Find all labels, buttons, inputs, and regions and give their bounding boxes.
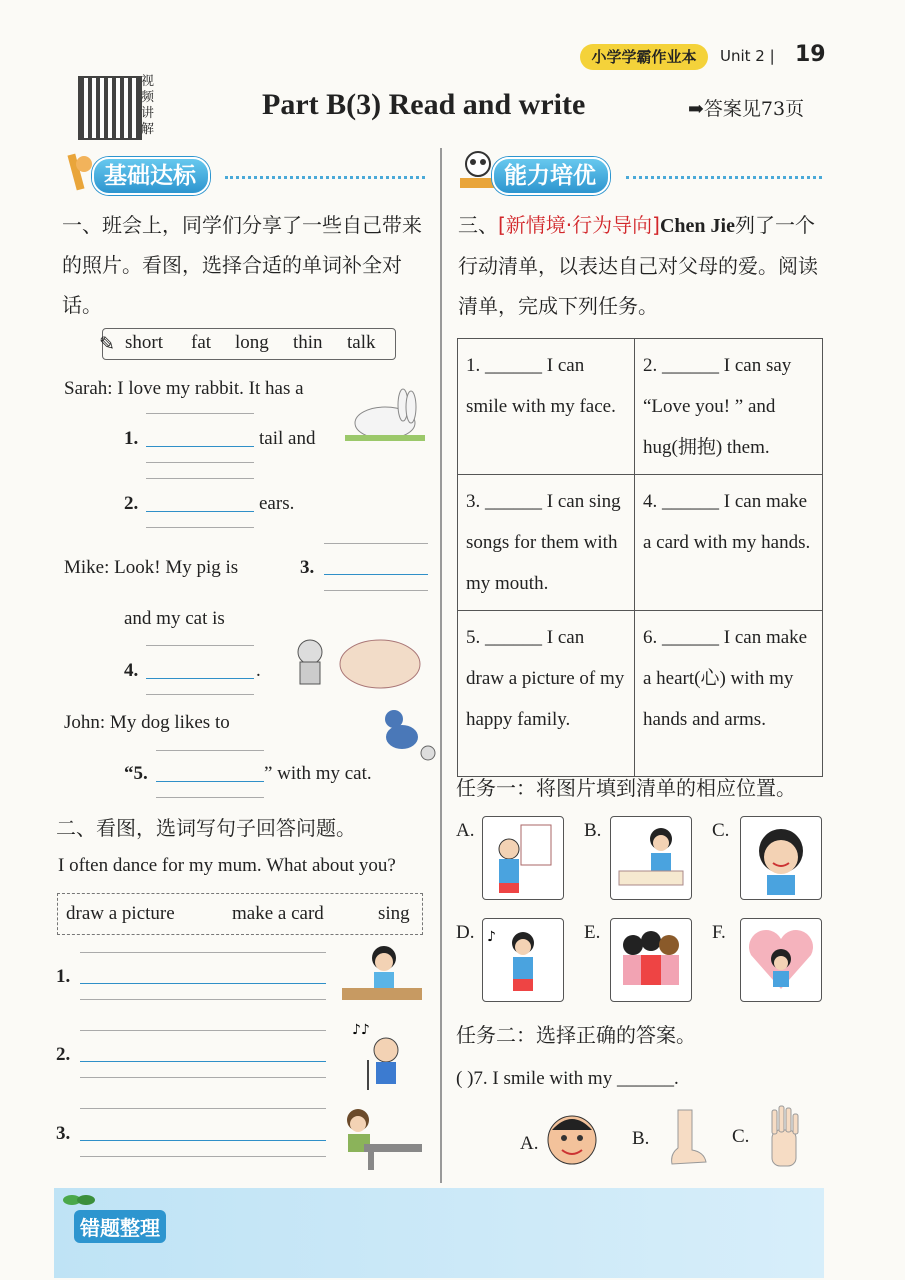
boy-singing-image — [350, 1020, 410, 1092]
cat-line: and my cat is — [124, 608, 225, 629]
guide-line — [156, 750, 264, 751]
answer-blank-1[interactable] — [146, 446, 254, 447]
guide-line — [324, 543, 428, 544]
qr-label: 视频讲解 — [141, 74, 155, 137]
column-divider — [440, 148, 442, 1183]
cat-pencil-icon — [64, 150, 92, 194]
word-bank-2 — [57, 893, 423, 935]
pic-label: A. — [456, 820, 475, 841]
badge-dots — [626, 176, 822, 179]
word-option: long — [235, 332, 269, 353]
guide-line — [146, 694, 254, 695]
word-option: short — [125, 332, 163, 353]
picture-b-make-card[interactable] — [610, 816, 692, 900]
ears-text: ears. — [259, 493, 295, 514]
q3-name: Chen Jie — [659, 215, 735, 237]
q2-sentence: I often dance for my mum. What about you? — [58, 855, 396, 876]
q3-tag: [新情境·行为导向] — [498, 213, 660, 237]
answer-line-2[interactable] — [80, 1061, 326, 1062]
guide-line — [80, 1077, 326, 1078]
guide-line — [146, 527, 254, 528]
q3-rest: 列了一个行动清单，以表达自己对父母的爱。阅读清单，完成下列任务。 — [458, 213, 818, 318]
answer-blank-3[interactable] — [324, 574, 428, 575]
leaf-icon — [62, 1192, 96, 1208]
picture-f-heart[interactable] — [740, 918, 822, 1002]
dog-image — [380, 705, 438, 765]
girl-drawing-image — [334, 1106, 426, 1170]
list-cell-3: 3. ______ I can sing songs for them with my mouth. — [458, 475, 635, 611]
phrase-option: sing — [378, 903, 410, 924]
guide-line — [156, 797, 264, 798]
pic-label: F. — [712, 922, 726, 943]
picture-c-smile[interactable] — [740, 816, 822, 900]
foot-option-image[interactable] — [664, 1108, 708, 1168]
answer-blank-5[interactable] — [156, 781, 264, 782]
mike-line: Mike: Look! My pig is — [64, 557, 239, 578]
guide-line — [80, 1030, 326, 1031]
task2-instructions: 任务二：选择正确的答案。 — [456, 1023, 696, 1047]
option-label: A. — [520, 1133, 539, 1154]
guide-line — [146, 462, 254, 463]
brand-label: 小学学霸作业本 — [580, 44, 708, 70]
page-number: 19 — [795, 42, 826, 67]
word-option: thin — [293, 332, 323, 353]
answer-line-3[interactable] — [80, 1140, 326, 1141]
section-badge-advanced: 能力培优 — [492, 157, 610, 195]
guide-line — [80, 1108, 326, 1109]
action-list-table — [457, 338, 823, 777]
pencil-icon: ✎ — [99, 334, 115, 355]
picture-d-sing[interactable] — [482, 918, 564, 1002]
q3-prefix: 三、 — [458, 213, 498, 237]
q7-sentence: ( )7. I smile with my ______. — [456, 1068, 679, 1089]
tail-text: tail and — [259, 428, 316, 449]
girl-making-card-image — [340, 942, 424, 1004]
pic-label: D. — [456, 922, 475, 943]
answer-line-1[interactable] — [80, 983, 326, 984]
q3-instructions — [458, 205, 828, 326]
mistake-notes-area[interactable] — [54, 1188, 824, 1278]
svg-text:♪♪: ♪♪ — [352, 1022, 370, 1038]
unit-label: Unit 2 | — [720, 47, 775, 65]
q2-instructions: 二、看图，选词写句子回答问题。 — [56, 816, 356, 840]
sentence-number: 3. — [56, 1123, 71, 1144]
page-title: Part B(3) Read and write — [262, 88, 586, 121]
blank-number: “5. — [124, 763, 148, 784]
svg-text:♪: ♪ — [487, 929, 496, 945]
option-label: B. — [632, 1128, 650, 1149]
pic-label: C. — [712, 820, 730, 841]
list-cell-5: 5. ______ I can draw a picture of my happy family. — [458, 611, 635, 777]
guide-line — [146, 478, 254, 479]
blank-number: 4. — [124, 660, 139, 681]
sentence-number: 2. — [56, 1044, 71, 1065]
guide-line — [146, 645, 254, 646]
pic-label: B. — [584, 820, 602, 841]
section-badge-basic: 基础达标 — [92, 157, 210, 195]
hand-option-image[interactable] — [764, 1104, 804, 1168]
answer-blank-4[interactable] — [146, 678, 254, 679]
answer-blank-2[interactable] — [146, 511, 254, 512]
option-label: C. — [732, 1126, 750, 1147]
word-option: fat — [191, 332, 212, 353]
guide-line — [324, 590, 428, 591]
qr-code-icon[interactable] — [78, 76, 142, 140]
list-cell-4: 4. ______ I can make a card with my hands. — [635, 475, 823, 611]
picture-a-draw-family[interactable] — [482, 816, 564, 900]
blank-number: 2. — [124, 493, 139, 514]
pic-label: E. — [584, 922, 601, 943]
guide-line — [80, 952, 326, 953]
sarah-line: Sarah: I love my rabbit. It has a — [64, 378, 304, 399]
guide-line — [80, 999, 326, 1000]
word-bank-1 — [99, 328, 396, 360]
sentence-number: 1. — [56, 966, 71, 987]
rabbit-image — [345, 385, 425, 443]
mistake-notes-label: 错题整理 — [74, 1210, 166, 1243]
period-text: . — [256, 660, 261, 681]
blank-number: 1. — [124, 428, 139, 449]
picture-e-hug[interactable] — [610, 918, 692, 1002]
task1-instructions: 任务一：将图片填到清单的相应位置。 — [456, 776, 796, 800]
cat-and-pig-image — [290, 630, 430, 692]
with-cat-text: ” with my cat. — [264, 763, 372, 784]
list-cell-2: 2. ______ I can say “Love you! ” and hug(拥抱) them. — [635, 339, 823, 475]
word-option: talk — [347, 332, 376, 353]
guide-line — [146, 413, 254, 414]
john-line: John: My dog likes to — [64, 712, 230, 733]
phrase-option: make a card — [232, 903, 324, 924]
q1-instructions: 一、班会上，同学们分享了一些自己带来的照片。看图，选择合适的单词补全对话。 — [62, 213, 422, 317]
list-cell-1: 1. ______ I can smile with my face. — [458, 339, 635, 475]
blank-number: 3. — [300, 557, 315, 578]
phrase-option: draw a picture — [66, 903, 175, 924]
guide-line — [80, 1156, 326, 1157]
badge-dots — [225, 176, 425, 179]
face-option-image[interactable] — [544, 1112, 600, 1168]
list-cell-6: 6. ______ I can make a heart(心) with my hands and arms. — [635, 611, 823, 777]
answer-reference: ➡答案见73页 — [688, 98, 805, 120]
